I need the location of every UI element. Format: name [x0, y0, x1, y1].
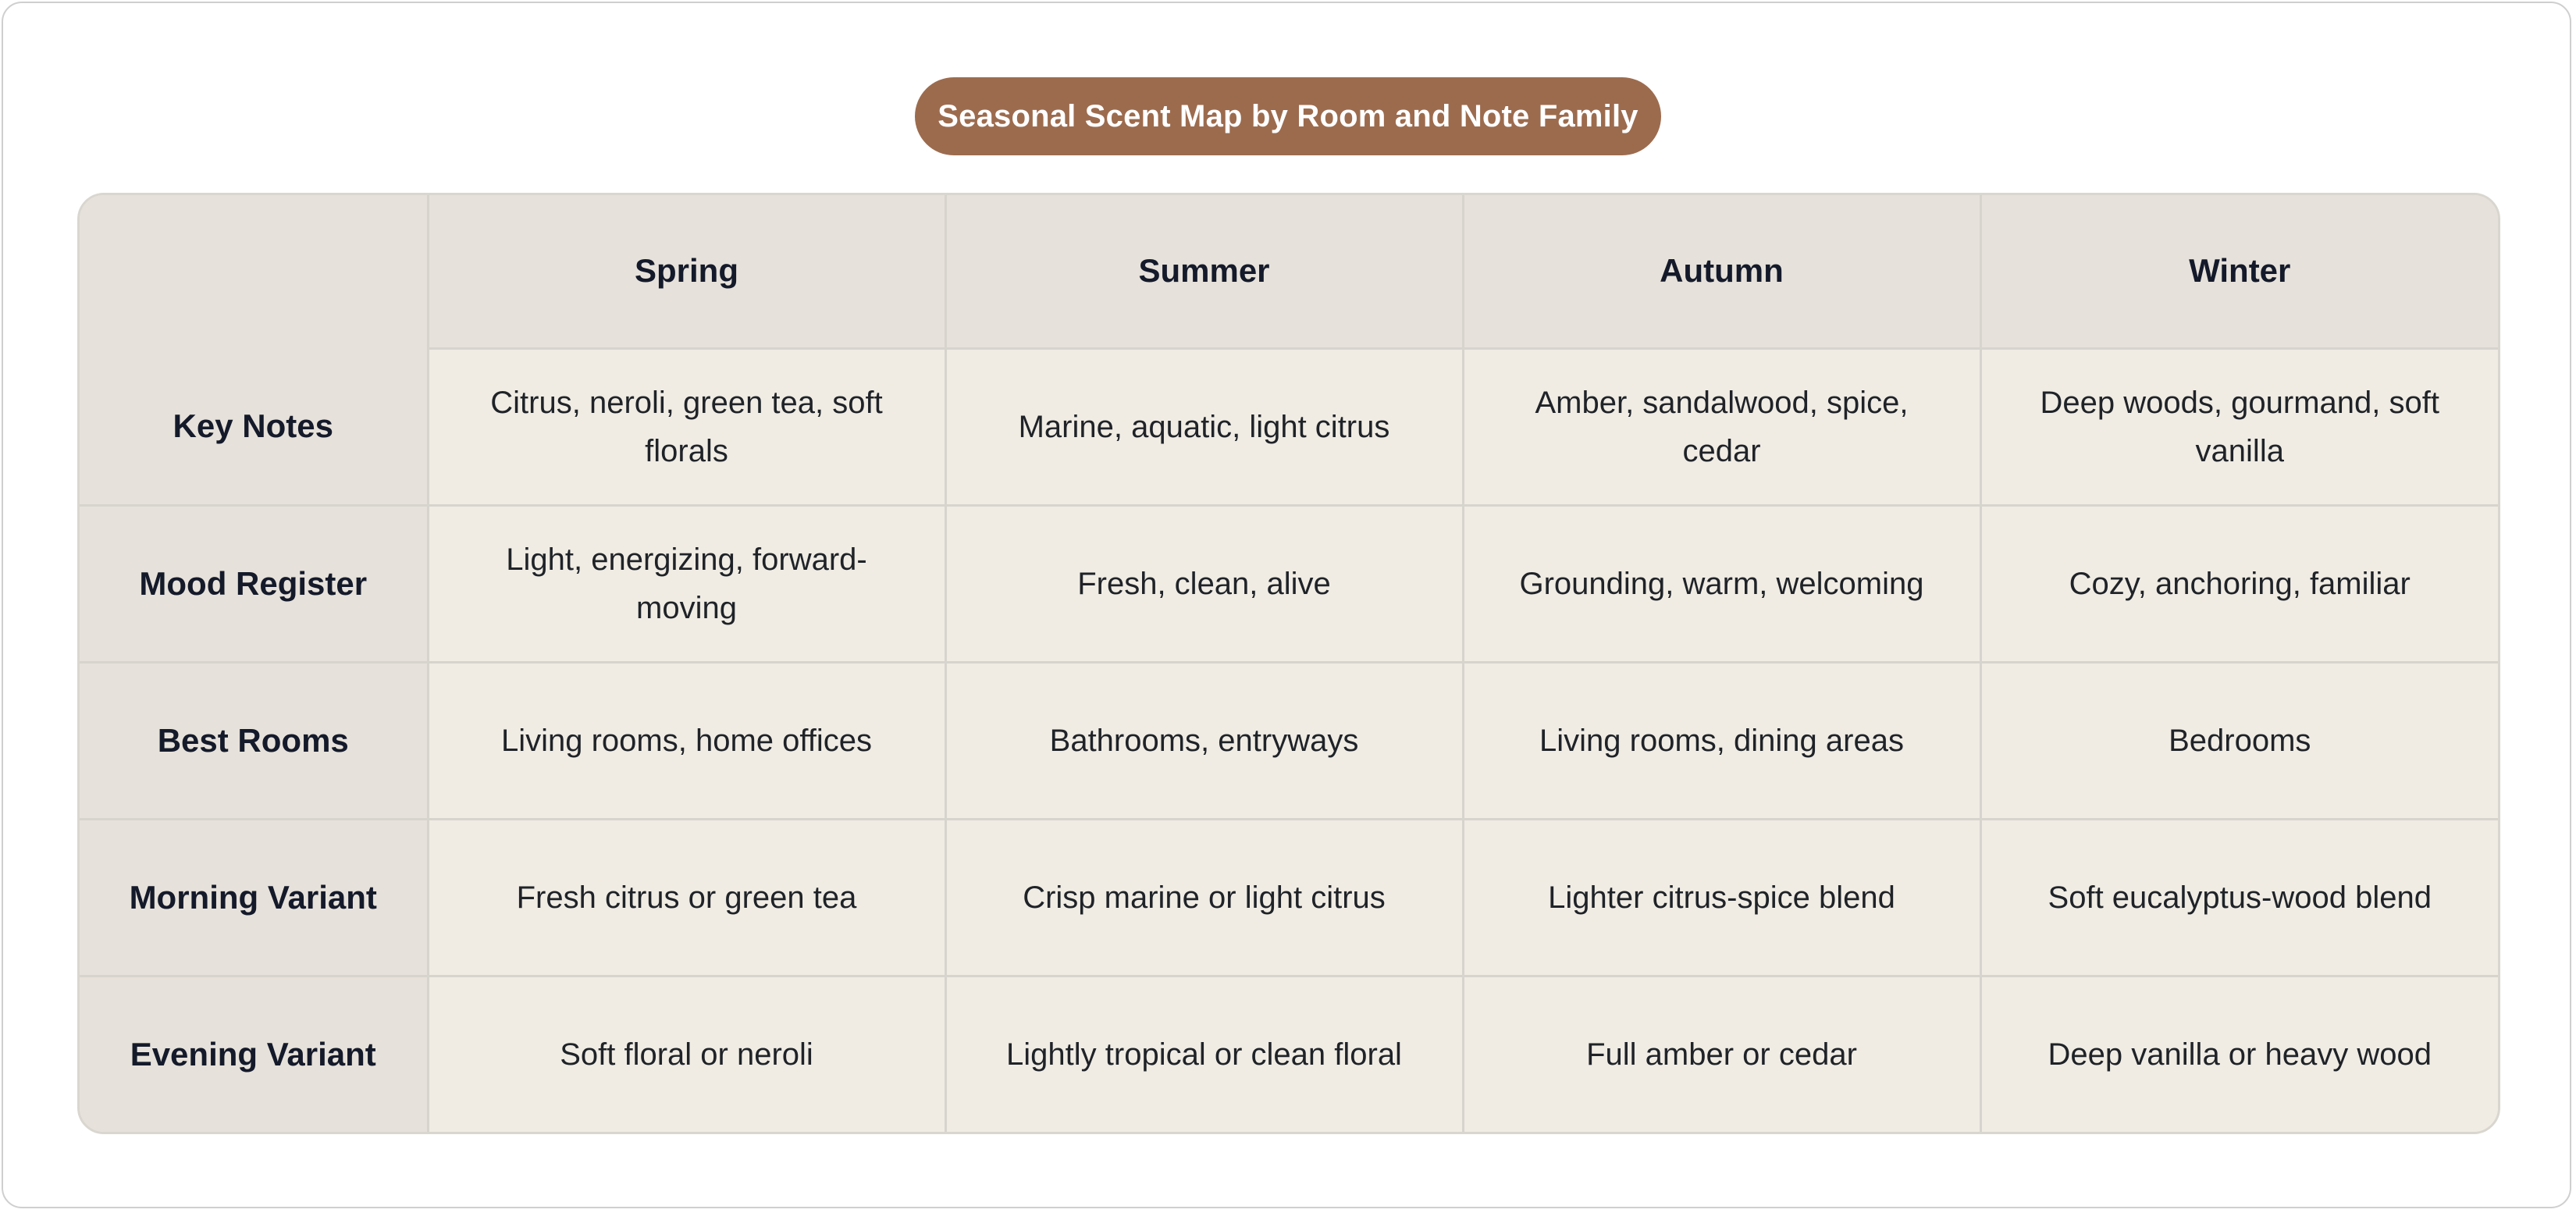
- page-title: Seasonal Scent Map by Room and Note Family: [915, 77, 1661, 155]
- row-header-best-rooms: Best Rooms: [80, 662, 428, 819]
- row-header-evening-variant: Evening Variant: [80, 976, 428, 1133]
- header-row: [80, 195, 2498, 348]
- table-cell: Amber, sandalwood, spice, cedar: [1463, 348, 1980, 505]
- table-row: [80, 819, 2498, 976]
- table-cell: Deep woods, gourmand, soft vanilla: [1980, 348, 2498, 505]
- scent-map-table: [80, 195, 2498, 1133]
- table-cell: Cozy, anchoring, familiar: [1980, 505, 2498, 662]
- row-header-mood-register: Mood Register: [80, 505, 428, 662]
- table-cell: Bedrooms: [1980, 662, 2498, 819]
- table-row: [80, 976, 2498, 1133]
- table-cell: Fresh citrus or green tea: [428, 819, 945, 976]
- column-header-spring: Spring: [428, 195, 945, 348]
- corner-header-cell: [80, 195, 428, 348]
- table-row: [80, 505, 2498, 662]
- table-cell: Citrus, neroli, green tea, soft florals: [428, 348, 945, 505]
- table-cell: Fresh, clean, alive: [945, 505, 1463, 662]
- table-cell: Soft floral or neroli: [428, 976, 945, 1133]
- table-cell: Full amber or cedar: [1463, 976, 1980, 1133]
- table-cell: Grounding, warm, welcoming: [1463, 505, 1980, 662]
- table-cell: Light, energizing, forward-moving: [428, 505, 945, 662]
- scent-table-container: [77, 193, 2500, 1134]
- row-header-morning-variant: Morning Variant: [80, 819, 428, 976]
- column-header-winter: Winter: [1980, 195, 2498, 348]
- table-cell: Lighter citrus-spice blend: [1463, 819, 1980, 976]
- table-cell: Deep vanilla or heavy wood: [1980, 976, 2498, 1133]
- column-header-summer: Summer: [945, 195, 1463, 348]
- table-row: [80, 662, 2498, 819]
- table-cell: Crisp marine or light citrus: [945, 819, 1463, 976]
- table-cell: Soft eucalyptus-wood blend: [1980, 819, 2498, 976]
- table-cell: Living rooms, dining areas: [1463, 662, 1980, 819]
- table-cell: Marine, aquatic, light citrus: [945, 348, 1463, 505]
- column-header-autumn: Autumn: [1463, 195, 1980, 348]
- table-cell: Lightly tropical or clean floral: [945, 976, 1463, 1133]
- table-cell: Bathrooms, entryways: [945, 662, 1463, 819]
- table-cell: Living rooms, home offices: [428, 662, 945, 819]
- table-row: [80, 348, 2498, 505]
- row-header-key-notes: Key Notes: [80, 348, 428, 505]
